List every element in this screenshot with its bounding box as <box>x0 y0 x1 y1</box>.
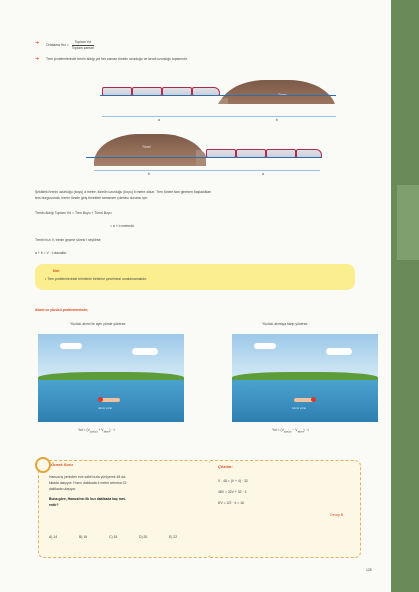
scene-formula-start: Yol = (V <box>78 428 90 432</box>
speed-equation: a + b = V · t olacaktır. <box>35 251 68 255</box>
scene-formula-end: ) · t <box>109 428 115 432</box>
example-line: dakikada ulaşıyor. <box>49 487 77 491</box>
bullet-arrow-icon: ➜ <box>35 56 40 62</box>
formula-numerator: Toplam Yol <box>72 40 94 46</box>
example-question: redir? <box>49 503 59 507</box>
length-a-label: a <box>158 118 160 122</box>
average-speed-formula <box>46 40 94 50</box>
swimmer-subscript: yüzücü <box>283 430 292 434</box>
scene-caption: Yüzücü akıntıya karşı yüzerse: <box>262 322 309 326</box>
answer-label: Cevap B <box>330 513 344 517</box>
train-figure-1 <box>100 72 338 132</box>
example-title: Örnek Soru <box>51 462 73 467</box>
swimmer-scene-with-current <box>38 334 184 422</box>
length-a-line <box>102 116 218 117</box>
cloud <box>326 348 352 355</box>
solution-line: 48V = 32V + 32 · 4 <box>218 490 247 494</box>
solution-title: Çözüm: <box>218 464 233 469</box>
example-question: Buna göre, Hamza'nın ilk hızı dakikada kaç met- <box>49 497 126 501</box>
section-title: Akıntı ve yüzücü problemlerinde; <box>35 308 89 312</box>
train-rule-text: Tren problemlerinde trenin aldığı yol her zaman tünelin uzunluğu ve kendi uzunluğu toplamıdır. <box>46 57 188 61</box>
chapter-tab <box>397 185 419 260</box>
length-b-label: b <box>276 118 278 122</box>
scene-formula-end: ) · t <box>303 428 309 432</box>
paragraph-line: Şekildeki trenin uzunluğu (boyu) a metre, tünelin uzunluğu (boyu) b metre olsun. Tren tünele tam girerken başladıkları <box>35 190 212 194</box>
current-direction-label: Akıntı yönü <box>292 406 306 410</box>
distance-sum-text: = a + b metredir. <box>110 224 135 228</box>
example-badge-icon <box>35 457 51 473</box>
total-distance-equation: Trenin Aldığı Toplam Yol = Tren Boyu + Tünel Boyu <box>35 211 112 215</box>
formula-label: Ortalama Hız = <box>46 42 69 47</box>
swimmer <box>100 398 120 402</box>
current-subscript: akıntı <box>297 430 304 434</box>
cloud <box>254 343 276 349</box>
scene-formula-start: Yol = (V <box>272 428 284 432</box>
scene-formula <box>272 428 309 435</box>
example-line: kikada ulaşıyor. Hızını dakikada 4 metre artırırsa 32 <box>49 481 127 485</box>
formula-denominator: Toplam zaman <box>71 45 94 50</box>
tunnel-label: Tünel <box>142 145 151 149</box>
note-box <box>35 264 355 290</box>
current-direction-label: Akıntı yönü <box>98 406 112 410</box>
solution-box <box>210 460 361 558</box>
rail-line <box>100 95 336 96</box>
length-b-line <box>206 170 320 171</box>
option-b: B) 16 <box>79 535 88 539</box>
swimmer-cap <box>98 397 103 402</box>
scene-formula-operator: − V <box>291 428 298 432</box>
note-title: Not: <box>53 269 60 273</box>
current-subscript: akıntı <box>103 430 110 434</box>
example-question-box <box>38 460 212 558</box>
tunnel <box>94 134 206 166</box>
scene-formula-operator: + V <box>97 428 104 432</box>
solution-line: V . 48 = (V + 4) · 32 <box>218 479 248 483</box>
cloud <box>132 348 158 355</box>
note-text: • Tren problemlerinde birimlerin birbirine çevrilmesi unutulmamalıdır. <box>45 277 148 281</box>
paragraph-line: ters burgusunda, trenin tünele giriş tünelden tamamen çıkması durumu için <box>35 196 148 200</box>
option-d: D) 20 <box>139 535 148 539</box>
book-spine <box>391 0 419 592</box>
ground <box>100 104 336 114</box>
swimmer-subscript: yüzücü <box>89 430 98 434</box>
speed-time-text: Trenin hızı V, trenin geçme süresi t seçilirse; <box>35 238 102 242</box>
length-a-line <box>94 170 206 171</box>
bullet-arrow-icon: ➜ <box>35 40 40 46</box>
swimmer-cap <box>311 397 316 402</box>
cloud <box>60 343 82 349</box>
length-b-line <box>218 116 336 117</box>
option-a: A) 14 <box>49 535 58 539</box>
tunnel-opening <box>196 150 206 166</box>
length-b-label: b <box>148 172 150 176</box>
solution-line: 8'V = 2/2 · 4 = 16 <box>218 501 244 505</box>
swimmer-scene-against-current <box>232 334 378 422</box>
train-figure-2 <box>86 124 324 184</box>
length-a-label: a <box>262 172 264 176</box>
example-line: Hamza iş yerinden eve sabit hızla yürüyerek 48 da- <box>49 475 127 479</box>
option-c: C) 18 <box>109 535 118 539</box>
scene-caption: Yüzücü akıntı ile aynı yönde yüzerse: <box>70 322 127 326</box>
option-e: E) 22 <box>169 535 178 539</box>
scene-formula <box>78 428 115 435</box>
page-number: 125 <box>366 568 372 572</box>
rail-line <box>86 157 322 158</box>
note-text-content: Tren problemlerinde birimlerin birbirine çevrilmesi unutulmamalıdır. <box>47 277 148 281</box>
